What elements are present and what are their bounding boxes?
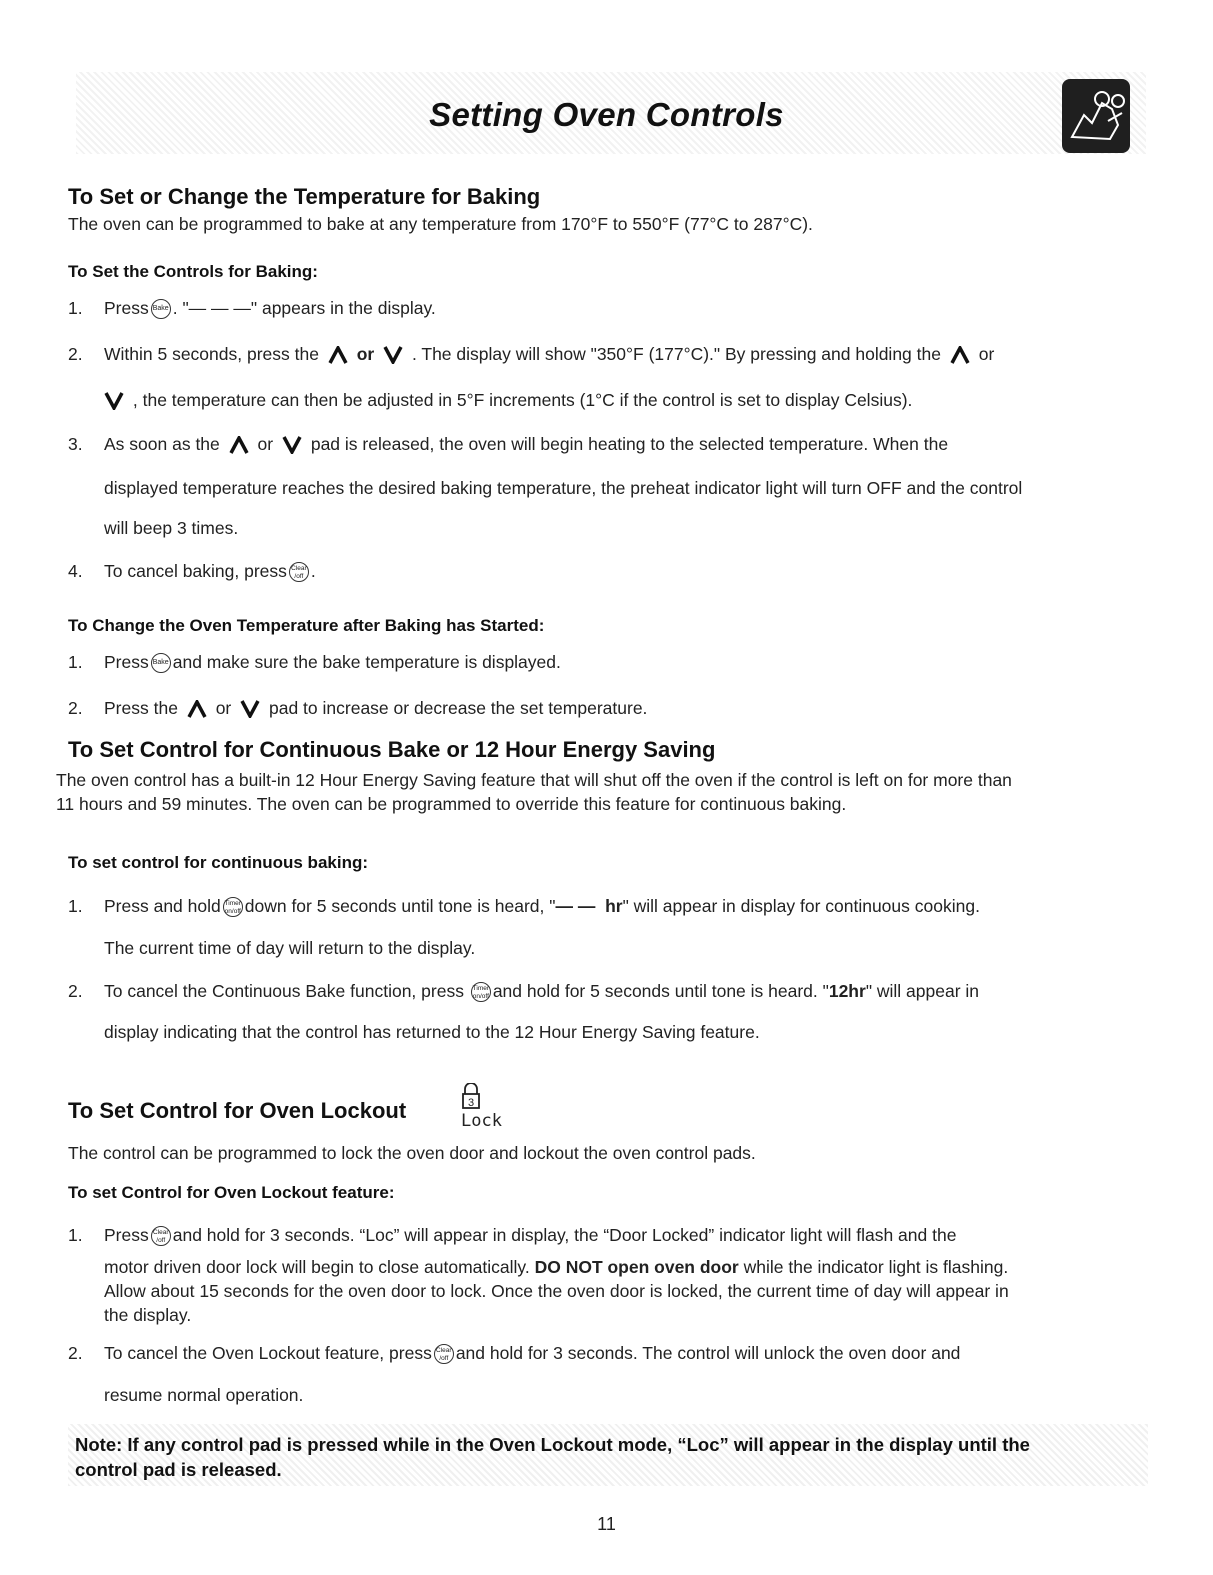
section-title-baking: To Set or Change the Temperature for Baking	[68, 184, 541, 209]
section-title-lockout: To Set Control for Oven Lockout	[68, 1098, 407, 1123]
step-text: The current time of day will return to the display.	[104, 938, 476, 958]
bake-key-icon: Bake	[151, 299, 171, 319]
step-text: Press Bake and make sure the bake temperature is displayed.	[104, 652, 561, 672]
step-number: 1.	[68, 896, 83, 916]
svg-text:3: 3	[467, 1097, 475, 1109]
baking-intro: The oven can be programmed to bake at any temperature from 170°F to 550°F (77°C to 287°C).	[68, 214, 813, 234]
step-number: 1.	[68, 298, 83, 318]
timer-key-icon: Timer on/off	[223, 897, 243, 917]
step-text: display indicating that the control has returned to the 12 Hour Energy Saving feature.	[104, 1022, 760, 1042]
clear-off-key-icon: Clear /off	[151, 1226, 171, 1246]
step-text: Within 5 seconds, press the or . The display will show "350°F (177°C)." By pressing and holding the or	[104, 344, 995, 364]
step-number: 3.	[68, 434, 83, 454]
section-title-continuous-bake: To Set Control for Continuous Bake or 12 Hour Energy Saving	[68, 737, 716, 762]
clear-off-key-icon: Clear /off	[289, 562, 309, 582]
clear-off-key-icon: Clear /off	[434, 1344, 454, 1364]
down-arrow-icon	[104, 392, 124, 410]
up-arrow-icon	[328, 346, 348, 364]
down-arrow-icon	[282, 436, 302, 454]
step-number: 2.	[68, 1343, 83, 1363]
step-text: motor driven door lock will begin to close automatically. DO NOT open oven door while the indicator light is flashing.	[104, 1257, 1009, 1277]
continuous-intro-line2: 11 hours and 59 minutes. The oven can be programmed to override this feature for continuous baking.	[56, 794, 847, 814]
down-arrow-icon	[383, 346, 403, 364]
step-text: Allow about 15 seconds for the oven door to lock. Once the oven door is locked, the current time of day will appear in	[104, 1281, 1009, 1301]
step-text: Press Clear /off and hold for 3 seconds. “Loc” will appear in display, the “Door Locked” indicator light will flash and the	[104, 1225, 957, 1245]
lock-key-label: Lock	[461, 1111, 502, 1131]
page-number: 11	[597, 1514, 616, 1534]
down-arrow-icon	[240, 700, 260, 718]
step-text: resume normal operation.	[104, 1385, 304, 1405]
step-text: , the temperature can then be adjusted in 5°F increments (1°C if the control is set to display Celsius).	[104, 389, 912, 411]
subsection-title-change-temp: To Change the Oven Temperature after Baking has Started:	[68, 616, 545, 635]
step-number: 2.	[68, 981, 83, 1001]
bake-key-icon: Bake	[151, 653, 171, 673]
step-text: To cancel baking, press Clear /off .	[104, 561, 316, 581]
page-title: Setting Oven Controls	[429, 96, 784, 133]
step-text: To cancel the Oven Lockout feature, press Clear /off and hold for 3 seconds. The control will unlock the oven door and	[104, 1343, 961, 1363]
oven-hand-icon	[1062, 79, 1130, 153]
step-text: Press the or pad to increase or decrease the set temperature.	[104, 698, 648, 718]
timer-key-icon: Timer on/off	[471, 982, 491, 1002]
step-number: 4.	[68, 561, 83, 581]
subsection-title-continuous: To set control for continuous baking:	[68, 853, 369, 872]
lockout-intro: The control can be programmed to lock the oven door and lockout the oven control pads.	[68, 1143, 756, 1163]
step-number: 2.	[68, 344, 83, 364]
step-text: Press Bake . "— — —" appears in the display.	[104, 298, 436, 318]
step-text: To cancel the Continuous Bake function, press Timer on/off and hold for 5 seconds until tone is heard. "12hr" will appear in	[104, 981, 980, 1001]
continuous-intro-line1: The oven control has a built-in 12 Hour Energy Saving feature that will shut off the oven if the control is left on for more than	[56, 770, 1012, 790]
step-text: displayed temperature reaches the desired baking temperature, the preheat indicator light will turn OFF and the control	[104, 478, 1023, 498]
subsection-title-lockout: To set Control for Oven Lockout feature:	[68, 1183, 395, 1202]
step-number: 1.	[68, 652, 83, 672]
up-arrow-icon	[187, 700, 207, 718]
up-arrow-icon	[229, 436, 249, 454]
step-number: 2.	[68, 698, 83, 718]
step-text: the display.	[104, 1305, 192, 1325]
step-text: As soon as the or pad is released, the oven will begin heating to the selected temperature. When the	[104, 434, 949, 454]
up-arrow-icon	[950, 346, 970, 364]
subsection-title-set-baking: To Set the Controls for Baking:	[68, 262, 318, 281]
step-text: Press and hold Timer on/off down for 5 seconds until tone is heard, "— — hr" will appear in display for continuous cooking.	[104, 896, 980, 916]
step-number: 1.	[68, 1225, 83, 1245]
step-text: will beep 3 times.	[104, 518, 239, 538]
lockout-note: Note: If any control pad is pressed while in the Oven Lockout mode, “Loc” will appear in the display until the control pad is released.	[75, 1434, 1030, 1480]
